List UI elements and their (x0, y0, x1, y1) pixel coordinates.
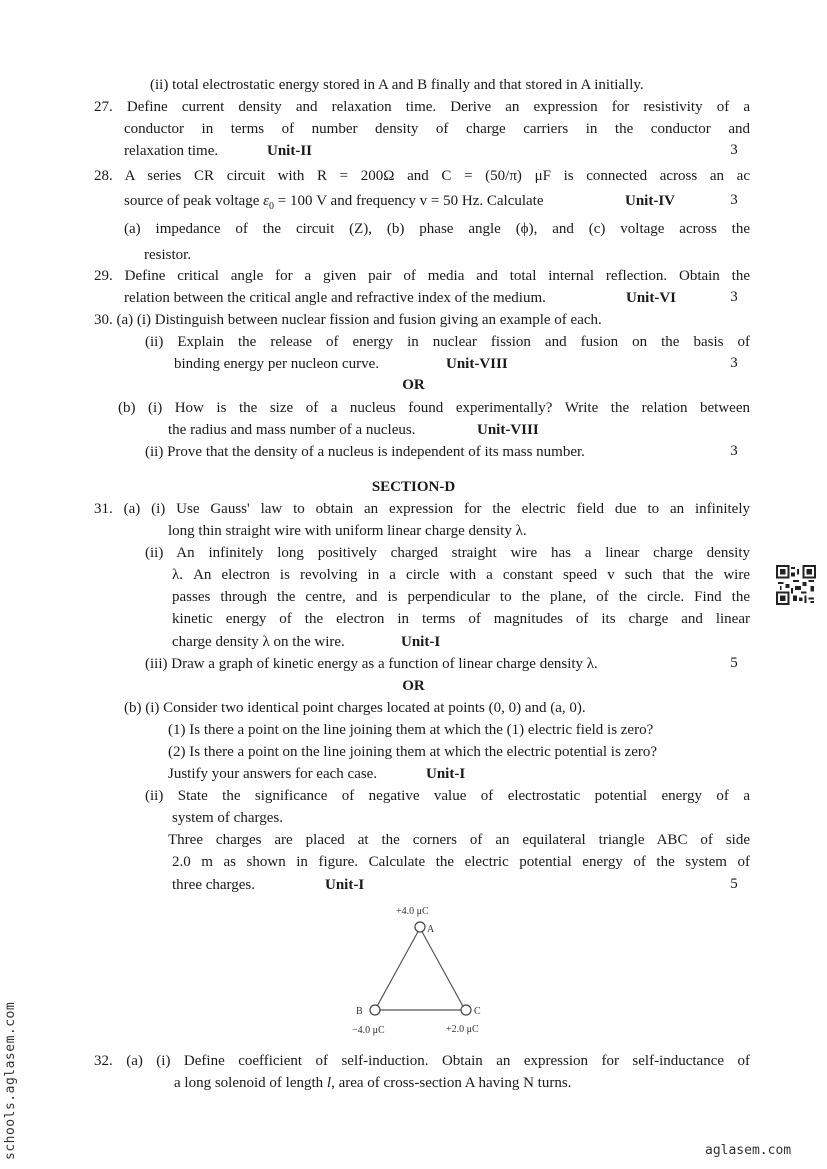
q28-line-1: 28. A series CR circuit with R = 200Ω and C = (50/π) μF is connected across an ac (94, 168, 750, 184)
label-b: B (356, 1006, 363, 1017)
q31-a-marks: 5 (730, 655, 738, 671)
label-c: C (474, 1006, 481, 1017)
q31-a-i-line-1: 31. (a) (i) Use Gauss' law to obtain an expression for the electric field due to an infinitely (94, 501, 750, 517)
section-d-heading: SECTION-D (371, 479, 456, 495)
side-ac (420, 928, 465, 1010)
q26-part-ii: (ii) total electrostatic energy stored in A and B finally and that stored in A initially. (150, 77, 644, 93)
q31-a-i-line-2: long thin straight wire with uniform linear charge density λ. (168, 523, 527, 539)
q31-a-unit: Unit-I (401, 634, 441, 650)
q29-line-2: relation between the critical angle and refractive index of the medium. (124, 290, 546, 306)
q27-unit: Unit-II (267, 143, 313, 159)
q31-b-ii-unit: Unit-I (325, 877, 365, 893)
q27-line-2: conductor in terms of number density of charge carriers in the conductor and (124, 121, 750, 137)
epsilon-subscript: 0 (269, 201, 275, 212)
q29-marks: 3 (730, 289, 738, 305)
q30-b-ii: (ii) Prove that the density of a nucleus is independent of its mass number. (145, 444, 585, 460)
q28-marks: 3 (730, 192, 738, 208)
q31-b-ii-line-2: system of charges. (172, 810, 283, 826)
q30-a-marks: 3 (730, 355, 738, 371)
charge-b-node (370, 1005, 380, 1015)
q28-unit: Unit-IV (625, 193, 676, 209)
q31-b-i-unit: Unit-I (426, 766, 466, 782)
q31-or: OR (402, 678, 425, 694)
q30-a-ii-line-1: (ii) Explain the release of energy in nuclear fission and fusion on the basis of (145, 334, 750, 350)
q31-a-iii: (iii) Draw a graph of kinetic energy as a function of linear charge density λ. (145, 656, 598, 672)
q30-b-marks: 3 (730, 443, 738, 459)
q28-line-3: (a) impedance of the circuit (Z), (b) phase angle (ϕ), and (c) voltage across the (124, 221, 750, 237)
charge-a-node (415, 922, 425, 932)
q32-line-2a: a long solenoid of length (174, 1075, 327, 1091)
q31-b-ii-line-3: Three charges are placed at the corners of an equilateral triangle ABC of side (168, 832, 750, 848)
q30-a-ii-line-2: binding energy per nucleon curve. (174, 356, 380, 372)
charge-a-value: +4.0 μC (396, 906, 429, 917)
q31-a-ii-line-4: kinetic energy of the electron in terms of magnitudes of its charge and linear (172, 611, 750, 627)
charge-b-value: −4.0 μC (352, 1025, 385, 1036)
q27-line-1: 27. Define current density and relaxation time. Derive an expression for resistivity of a (94, 99, 750, 115)
charge-c-value: +2.0 μC (446, 1024, 479, 1035)
q27-marks: 3 (730, 142, 738, 158)
q28-line-2b: = 100 V and frequency v = 50 Hz. Calculate (274, 193, 544, 209)
triangle-charges-figure (340, 902, 510, 1042)
q28-line-2 (124, 192, 544, 216)
q31-b-ii-line-4: 2.0 m as shown in figure. Calculate the electric potential energy of the system of (172, 854, 750, 870)
q30-a-i: 30. (a) (i) Distinguish between nuclear fission and fusion giving an example of each. (94, 312, 602, 328)
q28-line-4: resistor. (144, 247, 192, 263)
q31-a-ii-line-2: λ. An electron is revolving in a circle with a constant speed v such that the wire (172, 567, 750, 583)
q31-b-marks: 5 (730, 876, 738, 892)
q31-b-ii-line-1: (ii) State the significance of negative value of electrostatic potential energy of a (145, 788, 750, 804)
charge-c-node (461, 1005, 471, 1015)
q32-line-2 (174, 1074, 571, 1092)
qr-code[interactable] (776, 565, 816, 605)
q30-a-unit: Unit-VIII (446, 356, 508, 372)
q28-line-2a: source of peak voltage (124, 193, 264, 209)
q32-line-2b: , area of cross-section A having N turns. (331, 1075, 572, 1091)
q31-a-ii-line-1: (ii) An infinitely long positively charged straight wire has a linear charge density (145, 545, 750, 561)
q30-b-i-line-2: the radius and mass number of a nucleus. (168, 422, 416, 438)
side-ab (375, 928, 420, 1010)
q31-a-ii-line-3: passes through the centre, and is perpendicular to the plane, of the circle. Find the (172, 589, 750, 605)
epsilon-symbol: ε (263, 193, 270, 209)
q30-or: OR (402, 377, 425, 393)
q31-b-ii-line-5: three charges. (172, 877, 256, 893)
q30-b-unit: Unit-VIII (477, 422, 539, 438)
q27-line-3: relaxation time. (124, 143, 219, 159)
q30-b-i-line-1: (b) (i) How is the size of a nucleus found experimentally? Write the relation between (118, 400, 750, 416)
q31-b-i-3: Justify your answers for each case. (168, 766, 378, 782)
label-a: A (427, 924, 435, 935)
side-watermark: schools.aglasem.com (3, 1001, 18, 1160)
q31-b-i-1: (1) Is there a point on the line joining them at which the (1) electric field is zero? (168, 722, 654, 738)
footer-watermark: aglasem.com (705, 1143, 792, 1158)
q31-a-ii-line-5: charge density λ on the wire. (172, 634, 345, 650)
length-symbol: l (326, 1075, 332, 1091)
q31-b-i: (b) (i) Consider two identical point charges located at points (0, 0) and (a, 0). (124, 700, 586, 716)
q29-line-1: 29. Define critical angle for a given pair of media and total internal reflection. Obtain the (94, 268, 750, 284)
q29-unit: Unit-VI (626, 290, 677, 306)
q32-line-1: 32. (a) (i) Define coefficient of self-induction. Obtain an expression for self-inductance of (94, 1053, 750, 1069)
q31-b-i-2: (2) Is there a point on the line joining them at which the electric potential is zero? (168, 744, 658, 760)
